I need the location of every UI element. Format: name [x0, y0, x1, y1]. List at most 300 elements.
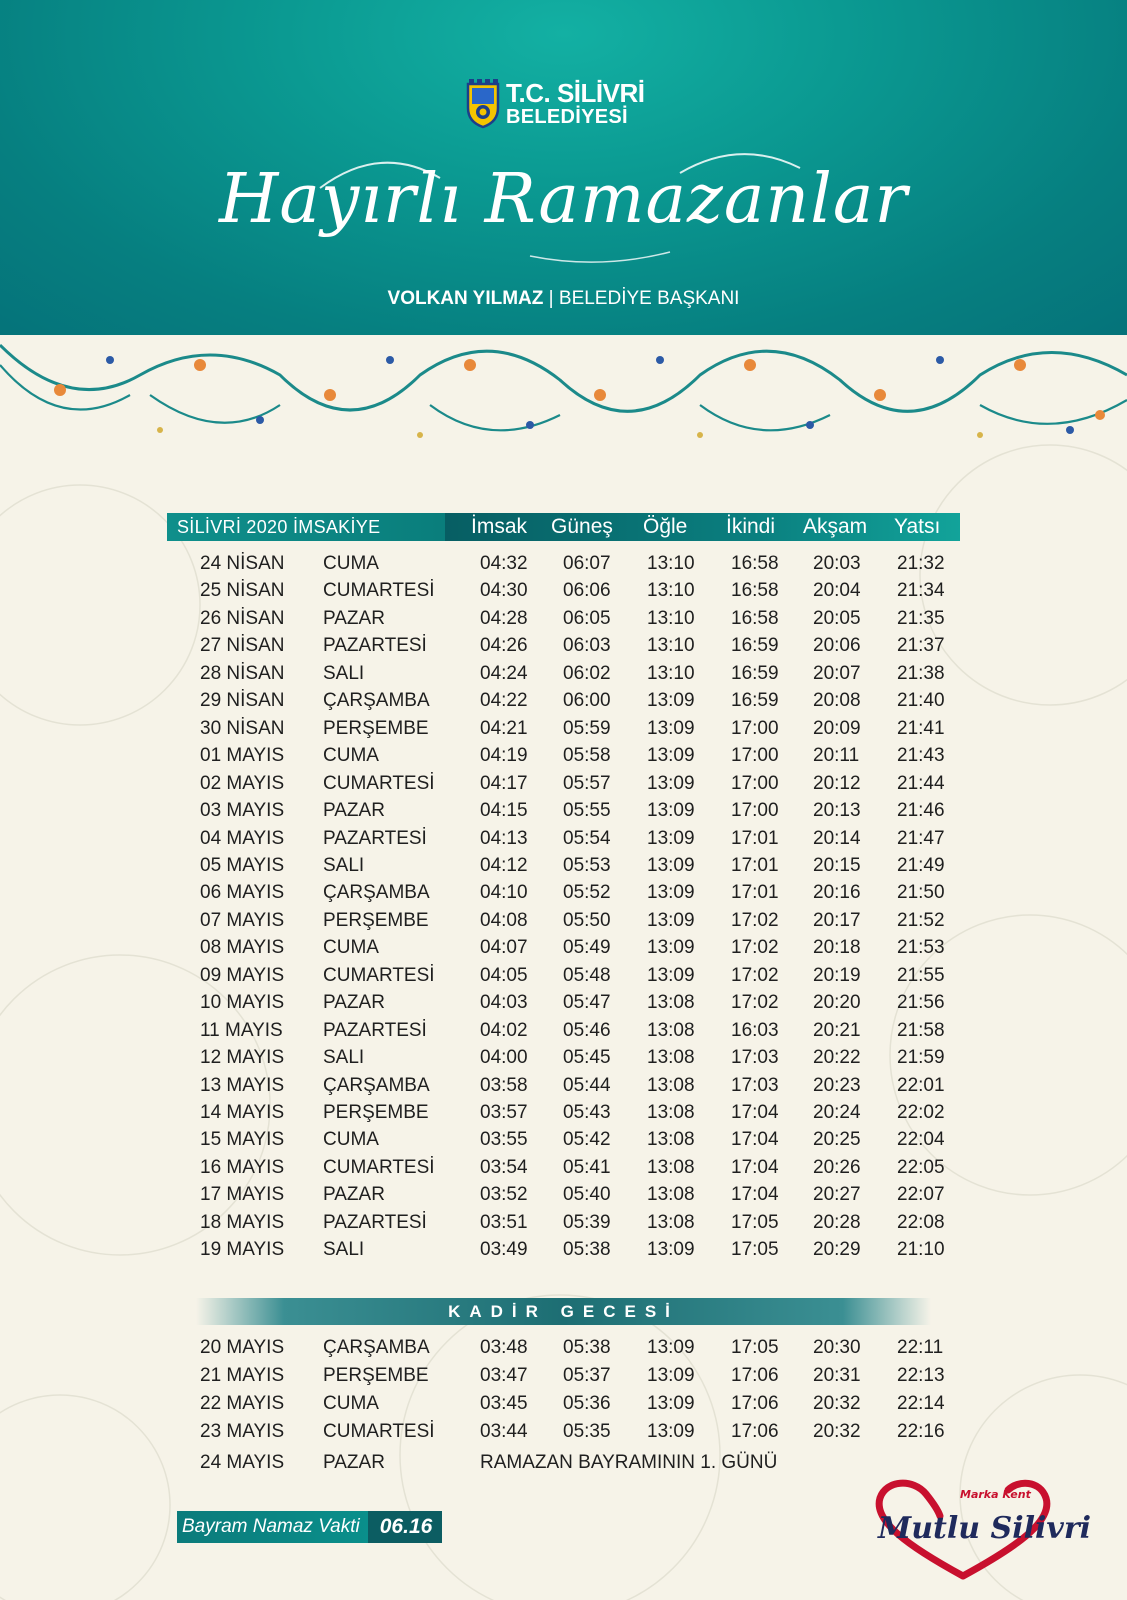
time-ikindi: 17:04: [731, 1157, 779, 1178]
time-yatsi: 21:41: [897, 718, 945, 739]
shield-icon: [466, 78, 500, 128]
table-row: [0, 688, 1127, 714]
time-yatsi: 22:08: [897, 1212, 945, 1233]
mayor-title: BELEDİYE BAŞKANI: [558, 288, 740, 309]
time-yatsi: 21:37: [897, 635, 945, 656]
table-row: [0, 1182, 1127, 1208]
greeting-title: Hayırlı Ramazanlar: [219, 160, 908, 239]
time-aksam: 20:18: [813, 937, 861, 958]
table-row: [0, 963, 1127, 989]
row-day: PERŞEMBE: [323, 1365, 429, 1386]
time-aksam: 20:19: [813, 965, 861, 986]
time-ogle: 13:10: [647, 553, 695, 574]
row-date: 12 MAYIS: [200, 1047, 285, 1068]
time-ogle: 13:08: [647, 992, 695, 1013]
time-yatsi: 22:16: [897, 1421, 945, 1442]
time-yatsi: 22:02: [897, 1102, 945, 1123]
row-day: PAZARTESİ: [323, 828, 427, 849]
row-day: CUMARTESİ: [323, 965, 435, 986]
time-yatsi: 21:53: [897, 937, 945, 958]
time-ogle: 13:08: [647, 1129, 695, 1150]
mayor-line: [0, 288, 1127, 310]
row-date: 09 MAYIS: [200, 965, 285, 986]
time-gunes: 05:54: [563, 828, 611, 849]
time-imsak: 04:22: [480, 690, 528, 711]
row-date: 06 MAYIS: [200, 882, 285, 903]
bayram-row: [0, 1450, 1127, 1476]
time-ikindi: 16:58: [731, 608, 779, 629]
time-yatsi: 21:52: [897, 910, 945, 931]
time-gunes: 05:55: [563, 800, 611, 821]
time-imsak: 04:12: [480, 855, 528, 876]
time-ikindi: 17:00: [731, 800, 779, 821]
time-aksam: 20:11: [813, 745, 860, 766]
time-imsak: 03:55: [480, 1129, 528, 1150]
time-imsak: 04:30: [480, 580, 528, 601]
time-gunes: 05:58: [563, 745, 611, 766]
time-yatsi: 21:56: [897, 992, 945, 1013]
time-gunes: 06:03: [563, 635, 611, 656]
time-ikindi: 17:04: [731, 1184, 779, 1205]
time-aksam: 20:14: [813, 828, 861, 849]
table-row: [0, 606, 1127, 632]
row-day: PAZAR: [323, 800, 385, 821]
time-aksam: 20:15: [813, 855, 861, 876]
time-ikindi: 17:01: [731, 828, 779, 849]
time-ikindi: 16:58: [731, 580, 779, 601]
time-gunes: 05:40: [563, 1184, 611, 1205]
time-yatsi: 21:40: [897, 690, 945, 711]
row-date: 01 MAYIS: [200, 745, 285, 766]
table-row: [0, 908, 1127, 934]
time-aksam: 20:22: [813, 1047, 861, 1068]
header-banner: [0, 0, 1127, 335]
time-gunes: 05:59: [563, 718, 611, 739]
time-yatsi: 22:04: [897, 1129, 945, 1150]
row-date: 10 MAYIS: [200, 992, 285, 1013]
time-ikindi: 16:59: [731, 635, 779, 656]
time-gunes: 05:49: [563, 937, 611, 958]
time-ikindi: 17:02: [731, 910, 779, 931]
col-imsak: İmsak: [471, 515, 528, 538]
time-ogle: 13:09: [647, 718, 695, 739]
row-day: ÇARŞAMBA: [323, 690, 430, 711]
time-yatsi: 21:32: [897, 553, 945, 574]
table-row: [0, 935, 1127, 961]
time-imsak: 04:03: [480, 992, 528, 1013]
mayor-separator: |: [548, 288, 554, 309]
table-row: [0, 661, 1127, 687]
table-row: [0, 1100, 1127, 1126]
time-ikindi: 17:02: [731, 992, 779, 1013]
time-imsak: 04:07: [480, 937, 528, 958]
brand-small-text: Marka Kent: [960, 1488, 1031, 1501]
row-date: 26 NİSAN: [200, 608, 285, 629]
row-date: 29 NİSAN: [200, 690, 285, 711]
time-ikindi: 17:02: [731, 937, 779, 958]
row-day: CUMA: [323, 937, 379, 958]
time-ogle: 13:08: [647, 1157, 695, 1178]
time-imsak: 03:58: [480, 1075, 528, 1096]
bayram-note: RAMAZAN BAYRAMININ 1. GÜNÜ: [480, 1452, 778, 1473]
time-ikindi: 17:00: [731, 745, 779, 766]
time-aksam: 20:27: [813, 1184, 861, 1205]
time-aksam: 20:20: [813, 992, 861, 1013]
time-ikindi: 16:58: [731, 553, 779, 574]
row-date: 02 MAYIS: [200, 773, 285, 794]
row-date: 17 MAYIS: [200, 1184, 285, 1205]
time-gunes: 05:46: [563, 1020, 611, 1041]
row-day: CUMA: [323, 1393, 379, 1414]
time-aksam: 20:04: [813, 580, 861, 601]
time-ogle: 13:08: [647, 1102, 695, 1123]
time-yatsi: 22:14: [897, 1393, 945, 1414]
time-aksam: 20:32: [813, 1421, 861, 1442]
municipality-logo: [466, 78, 644, 128]
time-imsak: 04:24: [480, 663, 528, 684]
time-ogle: 13:09: [647, 800, 695, 821]
time-gunes: 05:38: [563, 1337, 611, 1358]
time-ogle: 13:08: [647, 1212, 695, 1233]
org-name-line2: BELEDİYESİ: [506, 105, 628, 128]
time-ikindi: 17:05: [731, 1337, 779, 1358]
time-aksam: 20:32: [813, 1393, 861, 1414]
time-ogle: 13:10: [647, 580, 695, 601]
time-ikindi: 16:59: [731, 663, 779, 684]
table-row: [0, 551, 1127, 577]
row-date: 28 NİSAN: [200, 663, 285, 684]
time-yatsi: 21:44: [897, 773, 945, 794]
time-imsak: 04:08: [480, 910, 528, 931]
time-ikindi: 16:59: [731, 690, 779, 711]
time-gunes: 06:06: [563, 580, 611, 601]
time-aksam: 20:08: [813, 690, 861, 711]
time-gunes: 05:42: [563, 1129, 611, 1150]
row-day: ÇARŞAMBA: [323, 1075, 430, 1096]
time-ogle: 13:09: [647, 773, 695, 794]
time-aksam: 20:24: [813, 1102, 861, 1123]
brand-main-text: Mutlu Silivri: [878, 1511, 1092, 1546]
row-day: PERŞEMBE: [323, 718, 429, 739]
row-day: PERŞEMBE: [323, 910, 429, 931]
row-day: PAZARTESİ: [323, 635, 427, 656]
time-aksam: 20:16: [813, 882, 861, 903]
time-aksam: 20:06: [813, 635, 861, 656]
time-ikindi: 17:01: [731, 882, 779, 903]
time-gunes: 05:48: [563, 965, 611, 986]
row-date: 14 MAYIS: [200, 1102, 285, 1123]
time-gunes: 05:50: [563, 910, 611, 931]
row-date: 08 MAYIS: [200, 937, 285, 958]
row-date: 18 MAYIS: [200, 1212, 285, 1233]
time-gunes: 05:37: [563, 1365, 611, 1386]
time-yatsi: 21:58: [897, 1020, 945, 1041]
time-yatsi: 22:11: [897, 1337, 944, 1358]
time-gunes: 05:45: [563, 1047, 611, 1068]
row-date: 16 MAYIS: [200, 1157, 285, 1178]
table-header: [167, 513, 960, 541]
time-gunes: 05:47: [563, 992, 611, 1013]
time-yatsi: 21:34: [897, 580, 945, 601]
time-ikindi: 17:02: [731, 965, 779, 986]
row-day: ÇARŞAMBA: [323, 1337, 430, 1358]
time-imsak: 03:54: [480, 1157, 528, 1178]
time-gunes: 05:41: [563, 1157, 611, 1178]
row-date: 05 MAYIS: [200, 855, 285, 876]
time-aksam: 20:31: [813, 1365, 861, 1386]
row-day: CUMA: [323, 745, 379, 766]
time-imsak: 03:45: [480, 1393, 528, 1414]
time-imsak: 03:49: [480, 1239, 528, 1260]
row-date: 21 MAYIS: [200, 1365, 285, 1386]
time-ogle: 13:10: [647, 663, 695, 684]
time-gunes: 05:52: [563, 882, 611, 903]
time-aksam: 20:26: [813, 1157, 861, 1178]
bayram-label: Bayram Namaz Vakti: [177, 1511, 368, 1543]
time-yatsi: 21:59: [897, 1047, 945, 1068]
row-day: PERŞEMBE: [323, 1102, 429, 1123]
time-aksam: 20:30: [813, 1337, 861, 1358]
row-day: SALI: [323, 1047, 365, 1068]
time-yatsi: 22:13: [897, 1365, 945, 1386]
row-day: ÇARŞAMBA: [323, 882, 430, 903]
time-imsak: 04:19: [480, 745, 528, 766]
time-gunes: 05:36: [563, 1393, 611, 1414]
table-row: [0, 1210, 1127, 1236]
time-aksam: 20:05: [813, 608, 861, 629]
bayram-prayer-time: [177, 1511, 442, 1543]
time-ikindi: 17:01: [731, 855, 779, 876]
row-date: 27 NİSAN: [200, 635, 285, 656]
time-gunes: 05:44: [563, 1075, 611, 1096]
table-row: [0, 880, 1127, 906]
row-date: 25 NİSAN: [200, 580, 285, 601]
time-yatsi: 21:10: [897, 1239, 945, 1260]
time-imsak: 03:52: [480, 1184, 528, 1205]
row-day: CUMARTESİ: [323, 1421, 435, 1442]
table-row: [0, 1237, 1127, 1263]
table-row: [0, 1073, 1127, 1099]
time-ikindi: 17:06: [731, 1421, 779, 1442]
table-row: [0, 1127, 1127, 1153]
time-yatsi: 21:50: [897, 882, 945, 903]
time-yatsi: 22:05: [897, 1157, 945, 1178]
time-gunes: 05:43: [563, 1102, 611, 1123]
time-ogle: 13:09: [647, 910, 695, 931]
table-row: [0, 990, 1127, 1016]
time-yatsi: 21:46: [897, 800, 945, 821]
kadir-gecesi-banner: KADİR GECESİ: [196, 1298, 931, 1325]
time-ikindi: 17:00: [731, 773, 779, 794]
row-date: 24 MAYIS: [200, 1452, 285, 1473]
col-ogle: Öğle: [643, 515, 688, 538]
row-day: CUMA: [323, 1129, 379, 1150]
time-yatsi: 22:01: [897, 1075, 945, 1096]
mayor-name: VOLKAN YILMAZ: [387, 288, 544, 309]
table-row: [0, 1335, 1127, 1361]
row-date: 24 NİSAN: [200, 553, 285, 574]
time-ogle: 13:09: [647, 1337, 695, 1358]
time-ikindi: 17:05: [731, 1212, 779, 1233]
time-ogle: 13:08: [647, 1184, 695, 1205]
time-gunes: 06:02: [563, 663, 611, 684]
table-row: [0, 633, 1127, 659]
time-imsak: 04:10: [480, 882, 528, 903]
time-ogle: 13:10: [647, 635, 695, 656]
row-day: SALI: [323, 663, 365, 684]
time-imsak: 04:32: [480, 553, 528, 574]
time-ikindi: 17:03: [731, 1075, 779, 1096]
time-aksam: 20:03: [813, 553, 861, 574]
table-title: SİLİVRİ 2020 İMSAKİYE: [167, 513, 445, 541]
time-ogle: 13:09: [647, 1421, 695, 1442]
time-yatsi: 21:47: [897, 828, 945, 849]
time-ogle: 13:09: [647, 882, 695, 903]
col-ikindi: İkindi: [726, 515, 776, 538]
time-gunes: 05:39: [563, 1212, 611, 1233]
time-ogle: 13:09: [647, 1239, 695, 1260]
table-row: [0, 1018, 1127, 1044]
time-imsak: 04:00: [480, 1047, 528, 1068]
time-ikindi: 17:04: [731, 1129, 779, 1150]
row-day: PAZAR: [323, 1184, 385, 1205]
time-yatsi: 21:38: [897, 663, 945, 684]
time-ogle: 13:10: [647, 608, 695, 629]
row-date: 20 MAYIS: [200, 1337, 285, 1358]
time-imsak: 04:05: [480, 965, 528, 986]
time-ogle: 13:08: [647, 1020, 695, 1041]
time-gunes: 05:38: [563, 1239, 611, 1260]
row-day: PAZAR: [323, 1452, 385, 1473]
time-aksam: 20:07: [813, 663, 861, 684]
time-imsak: 03:48: [480, 1337, 528, 1358]
row-day: PAZAR: [323, 992, 385, 1013]
row-day: CUMA: [323, 553, 379, 574]
time-ogle: 13:09: [647, 965, 695, 986]
row-day: SALI: [323, 1239, 365, 1260]
time-ogle: 13:09: [647, 1393, 695, 1414]
row-day: SALI: [323, 855, 365, 876]
time-aksam: 20:17: [813, 910, 861, 931]
time-imsak: 03:47: [480, 1365, 528, 1386]
col-yatsi: Yatsı: [894, 515, 941, 538]
row-date: 11 MAYIS: [200, 1020, 283, 1041]
row-day: PAZARTESİ: [323, 1212, 427, 1233]
mutlu-silivri-logo: [868, 1476, 1092, 1586]
time-gunes: 06:07: [563, 553, 611, 574]
table-row: [0, 1045, 1127, 1071]
time-gunes: 06:00: [563, 690, 611, 711]
table-row: [0, 1363, 1127, 1389]
time-ikindi: 17:06: [731, 1393, 779, 1414]
time-imsak: 04:28: [480, 608, 528, 629]
time-aksam: 20:12: [813, 773, 861, 794]
row-date: 30 NİSAN: [200, 718, 285, 739]
time-imsak: 03:44: [480, 1421, 528, 1442]
time-gunes: 05:53: [563, 855, 611, 876]
row-date: 07 MAYIS: [200, 910, 285, 931]
time-aksam: 20:21: [813, 1020, 861, 1041]
table-row: [0, 578, 1127, 604]
row-date: 03 MAYIS: [200, 800, 285, 821]
time-yatsi: 22:07: [897, 1184, 945, 1205]
time-yatsi: 21:49: [897, 855, 945, 876]
table-row: [0, 1391, 1127, 1417]
time-imsak: 04:15: [480, 800, 528, 821]
bayram-time: 06.16: [368, 1511, 443, 1543]
row-day: CUMARTESİ: [323, 1157, 435, 1178]
table-row: [0, 771, 1127, 797]
row-date: 19 MAYIS: [200, 1239, 285, 1260]
row-date: 23 MAYIS: [200, 1421, 285, 1442]
row-day: CUMARTESİ: [323, 580, 435, 601]
org-name-line1: T.C. SİLİVRİ: [506, 77, 645, 108]
time-yatsi: 21:55: [897, 965, 945, 986]
time-ikindi: 17:00: [731, 718, 779, 739]
row-date: 22 MAYIS: [200, 1393, 285, 1414]
time-ikindi: 17:05: [731, 1239, 779, 1260]
col-gunes: Güneş: [551, 515, 613, 538]
row-date: 13 MAYIS: [200, 1075, 285, 1096]
time-aksam: 20:13: [813, 800, 861, 821]
time-gunes: 05:57: [563, 773, 611, 794]
time-gunes: 06:05: [563, 608, 611, 629]
time-imsak: 04:17: [480, 773, 528, 794]
time-imsak: 03:57: [480, 1102, 528, 1123]
time-ikindi: 17:06: [731, 1365, 779, 1386]
row-date: 04 MAYIS: [200, 828, 285, 849]
time-yatsi: 21:35: [897, 608, 945, 629]
time-ogle: 13:09: [647, 937, 695, 958]
time-ogle: 13:09: [647, 855, 695, 876]
time-ogle: 13:08: [647, 1075, 695, 1096]
time-imsak: 03:51: [480, 1212, 528, 1233]
table-row: [0, 798, 1127, 824]
time-yatsi: 21:43: [897, 745, 945, 766]
table-row: [0, 743, 1127, 769]
table-row: [0, 1155, 1127, 1181]
row-day: CUMARTESİ: [323, 773, 435, 794]
col-aksam: Akşam: [803, 515, 868, 538]
time-ikindi: 16:03: [731, 1020, 779, 1041]
time-ogle: 13:09: [647, 690, 695, 711]
time-aksam: 20:25: [813, 1129, 861, 1150]
time-ikindi: 17:03: [731, 1047, 779, 1068]
time-ikindi: 17:04: [731, 1102, 779, 1123]
time-imsak: 04:02: [480, 1020, 528, 1041]
row-day: PAZAR: [323, 608, 385, 629]
floral-ornament-border: [0, 335, 1127, 455]
time-aksam: 20:28: [813, 1212, 861, 1233]
table-row: [0, 826, 1127, 852]
time-gunes: 05:35: [563, 1421, 611, 1442]
row-date: 15 MAYIS: [200, 1129, 285, 1150]
time-imsak: 04:13: [480, 828, 528, 849]
time-ogle: 13:09: [647, 1365, 695, 1386]
time-ogle: 13:09: [647, 828, 695, 849]
time-imsak: 04:26: [480, 635, 528, 656]
time-imsak: 04:21: [480, 718, 528, 739]
row-day: PAZARTESİ: [323, 1020, 427, 1041]
table-row: [0, 853, 1127, 879]
table-row: [0, 1419, 1127, 1445]
time-ogle: 13:09: [647, 745, 695, 766]
time-ogle: 13:08: [647, 1047, 695, 1068]
time-aksam: 20:09: [813, 718, 861, 739]
time-aksam: 20:29: [813, 1239, 861, 1260]
table-row: [0, 716, 1127, 742]
time-aksam: 20:23: [813, 1075, 861, 1096]
